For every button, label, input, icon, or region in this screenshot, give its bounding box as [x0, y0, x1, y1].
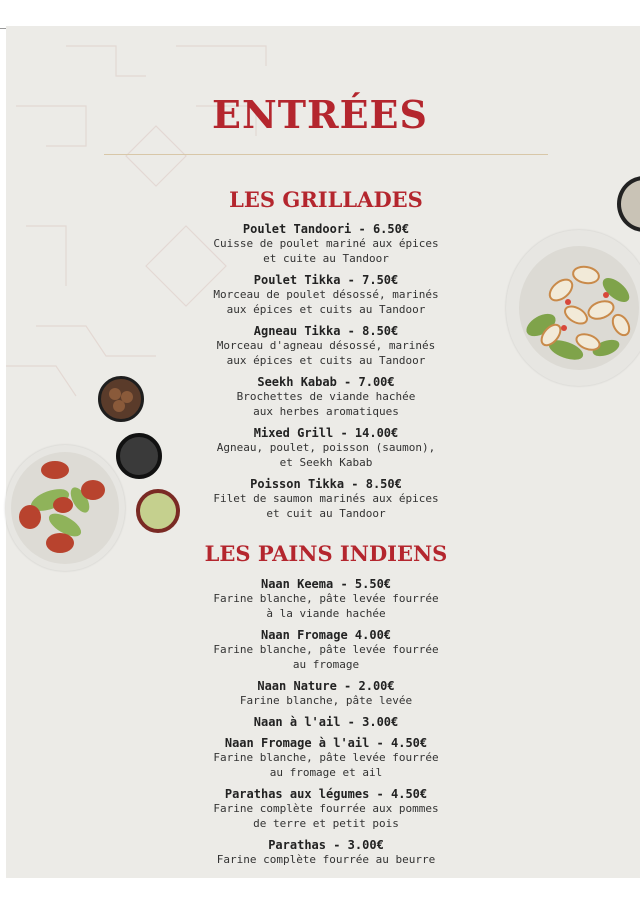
- item-name: Mixed Grill - 14.00€: [253, 426, 399, 440]
- mint-sauce-bowl-image: [136, 489, 180, 533]
- menu-item: [0, 736, 640, 787]
- onion-illustration: [101, 379, 141, 419]
- black-sauce-bowl-image: [116, 433, 162, 479]
- menu-item: [0, 787, 640, 838]
- item-name: Seekh Kabab - 7.00€: [257, 375, 395, 389]
- item-name: Poulet Tikka - 7.50€: [253, 273, 399, 287]
- item-description: Brochettes de viande hachée aux herbes aromatiques: [236, 390, 416, 418]
- item-description: Farine blanche, pâte levée: [239, 694, 413, 707]
- item-description: Farine blanche, pâte levée fourrée à la viande hachée: [213, 592, 439, 620]
- title-divider: [104, 154, 548, 155]
- item-description: Filet de saumon marinés aux épices et cuit au Tandoor: [213, 492, 439, 520]
- tandoori-plate-image: [5, 445, 125, 571]
- section-title-grillades: LES GRILLADES: [229, 187, 423, 212]
- item-name: Naan Keema - 5.50€: [260, 577, 392, 591]
- salad-plate-image: [506, 230, 640, 386]
- tandoori-illustration: [5, 445, 125, 571]
- item-description: Morceau d'agneau désossé, marinés aux épices et cuits au Tandoor: [216, 339, 436, 367]
- item-name: Naan Fromage 4.00€: [260, 628, 392, 642]
- menu-item: [0, 715, 640, 736]
- menu-item: [0, 577, 640, 628]
- salad-illustration: [506, 230, 640, 386]
- item-name: Poulet Tandoori - 6.50€: [242, 222, 410, 236]
- item-name: Naan Fromage à l'ail - 4.50€: [224, 736, 428, 750]
- item-name: Agneau Tikka - 8.50€: [253, 324, 399, 338]
- item-name: Parathas - 3.00€: [268, 838, 384, 852]
- item-description: Cuisse de poulet mariné aux épices et cuite au Tandoor: [213, 237, 439, 265]
- item-name: Parathas aux légumes - 4.50€: [224, 787, 428, 801]
- item-description: Farine complète fourrée au beurre: [216, 853, 436, 866]
- item-description: Farine complète fourrée aux pommes de terre et petit pois: [213, 802, 439, 830]
- onion-bowl-image: [98, 376, 144, 422]
- item-description: Agneau, poulet, poisson (saumon), et Seekh Kabab: [216, 441, 436, 469]
- item-description: Farine blanche, pâte levée fourrée au fromage: [213, 643, 439, 671]
- page-title: ENTRÉES: [212, 92, 428, 137]
- pains-list: [0, 577, 640, 870]
- menu-item: [0, 628, 640, 679]
- item-description: Morceau de poulet désossé, marinés aux épices et cuits au Tandoor: [213, 288, 439, 316]
- menu-item: [0, 838, 640, 870]
- menu-item: [0, 679, 640, 715]
- item-description: Farine blanche, pâte levée fourrée au fromage et ail: [213, 751, 439, 779]
- item-name: Naan Nature - 2.00€: [257, 679, 395, 693]
- section-title-pains-indiens: LES PAINS INDIENS: [204, 541, 448, 566]
- menu-item: [0, 375, 640, 426]
- item-name: Poisson Tikka - 8.50€: [250, 477, 402, 491]
- item-name: Naan à l'ail - 3.00€: [253, 715, 399, 729]
